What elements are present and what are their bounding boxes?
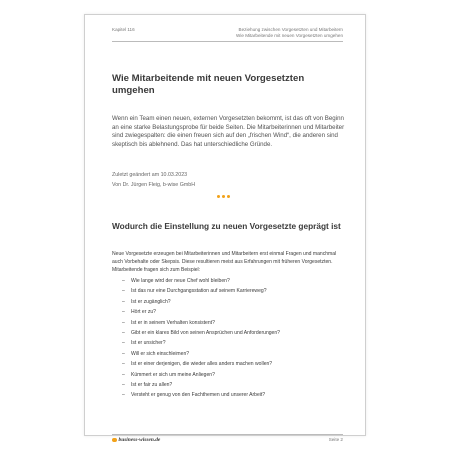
list-item [122,349,280,359]
brand-dot-icon [112,438,117,443]
list-item-text: Hört er zu? [131,309,156,316]
list-item [122,328,280,338]
separator-dot [217,195,220,198]
list-item-text: Ist er fair zu allen? [131,381,173,388]
updated-date: Zuletzt geändert am 10.03.2023 [112,172,188,178]
list-item [122,370,280,380]
section-heading: Wodurch die Einstellung zu neuen Vorgesetzte geprägt ist [112,221,341,231]
chapter-label: Kapitel 116 [112,27,135,32]
list-item-text: Ist er einer derjenigen, die wieder alles anders machen wollen? [131,361,273,368]
brand-name: business-wissen.de [118,437,161,443]
author-line: Von Dr. Jürgen Fleig, b-wise GmbH [112,182,196,188]
list-item [122,286,280,296]
separator-dot [227,195,230,198]
list-item [122,338,280,348]
list-item-text: Ist er unsicher? [131,340,166,347]
article-lead: Wenn ein Team einen neuen, externen Vorgesetzten bekommt, ist das oft von Beginn an eine starke Belastungsprobe für beide Seiten. Die Mitarbeiterinnen und Mitarbeiter sind zwiegespalten: die einen freuen sich auf den „frischen Wind“, die anderen sind skeptisch bis ablehnend. Das hat unterschiedliche Gründe. [112,115,345,148]
list-item-text: Wie lange wird der neue Chef wohl bleiben? [131,278,230,284]
list-item-text: Ist er zugänglich? [131,298,171,305]
separator-dots-icon [217,195,230,198]
list-item [122,276,280,286]
bullet-marker: – [122,319,125,326]
bullet-marker: – [122,329,125,336]
bullet-marker: – [122,298,125,305]
list-item-text: Ist er in seinem Verhalten konsistent? [131,319,215,326]
bullet-marker: – [122,350,125,357]
list-item-text: Gibt er ein klares Bild von seinen Ansprüchen und Anforderungen? [131,329,280,336]
bullet-marker: – [122,381,125,388]
bullet-marker: – [122,309,125,316]
bullet-marker: – [122,278,125,284]
list-item [122,390,280,400]
list-item-text: Kümmert er sich um meine Anliegen? [131,371,215,378]
list-item-text: Versteht er genug von den Fachthemen und unserer Arbeit? [131,392,266,399]
bullet-marker: – [122,340,125,347]
header-divider [112,41,343,42]
list-item-text: Will er sich einschleimen? [131,350,190,357]
page-number: Seite 2 [328,437,343,442]
question-list [122,276,280,401]
separator-dot [222,195,225,198]
article-meta [112,170,195,190]
list-item [122,380,280,390]
footer-divider [112,434,343,435]
document-page [84,14,366,443]
list-item-text: Ist das nur eine Durchgangsstation auf seinem Karriereweg? [131,288,267,295]
list-item [122,359,280,369]
running-header-line2: Wie Mitarbeitende mit neuen Vorgesetzten umgehen [236,33,343,38]
section-intro: Neue Vorgesetzte erzeugen bei Mitarbeiterinnen und Mitarbeitern erst einmal Fragen und manchmal auch Vorbehalte oder Skepsis. Diese resultieren meist aus Erfahrungen mit früheren Vorgesetzten. Mitarbeitende fragen sich zum Beispiel: [112,251,337,273]
running-header-line1: Beziehung zwischen Vorgesetzten und Mitarbeitern [238,27,343,32]
bullet-marker: – [122,361,125,368]
list-item [122,297,280,307]
bullet-marker: – [122,392,125,399]
article-title: Wie Mitarbeitende mit neuen Vorgesetzten umgehen [112,73,305,96]
bullet-marker: – [122,288,125,295]
bullet-marker: – [122,371,125,378]
list-item [122,307,280,317]
brand-logo [112,437,160,443]
running-header [236,27,343,39]
list-item [122,318,280,328]
